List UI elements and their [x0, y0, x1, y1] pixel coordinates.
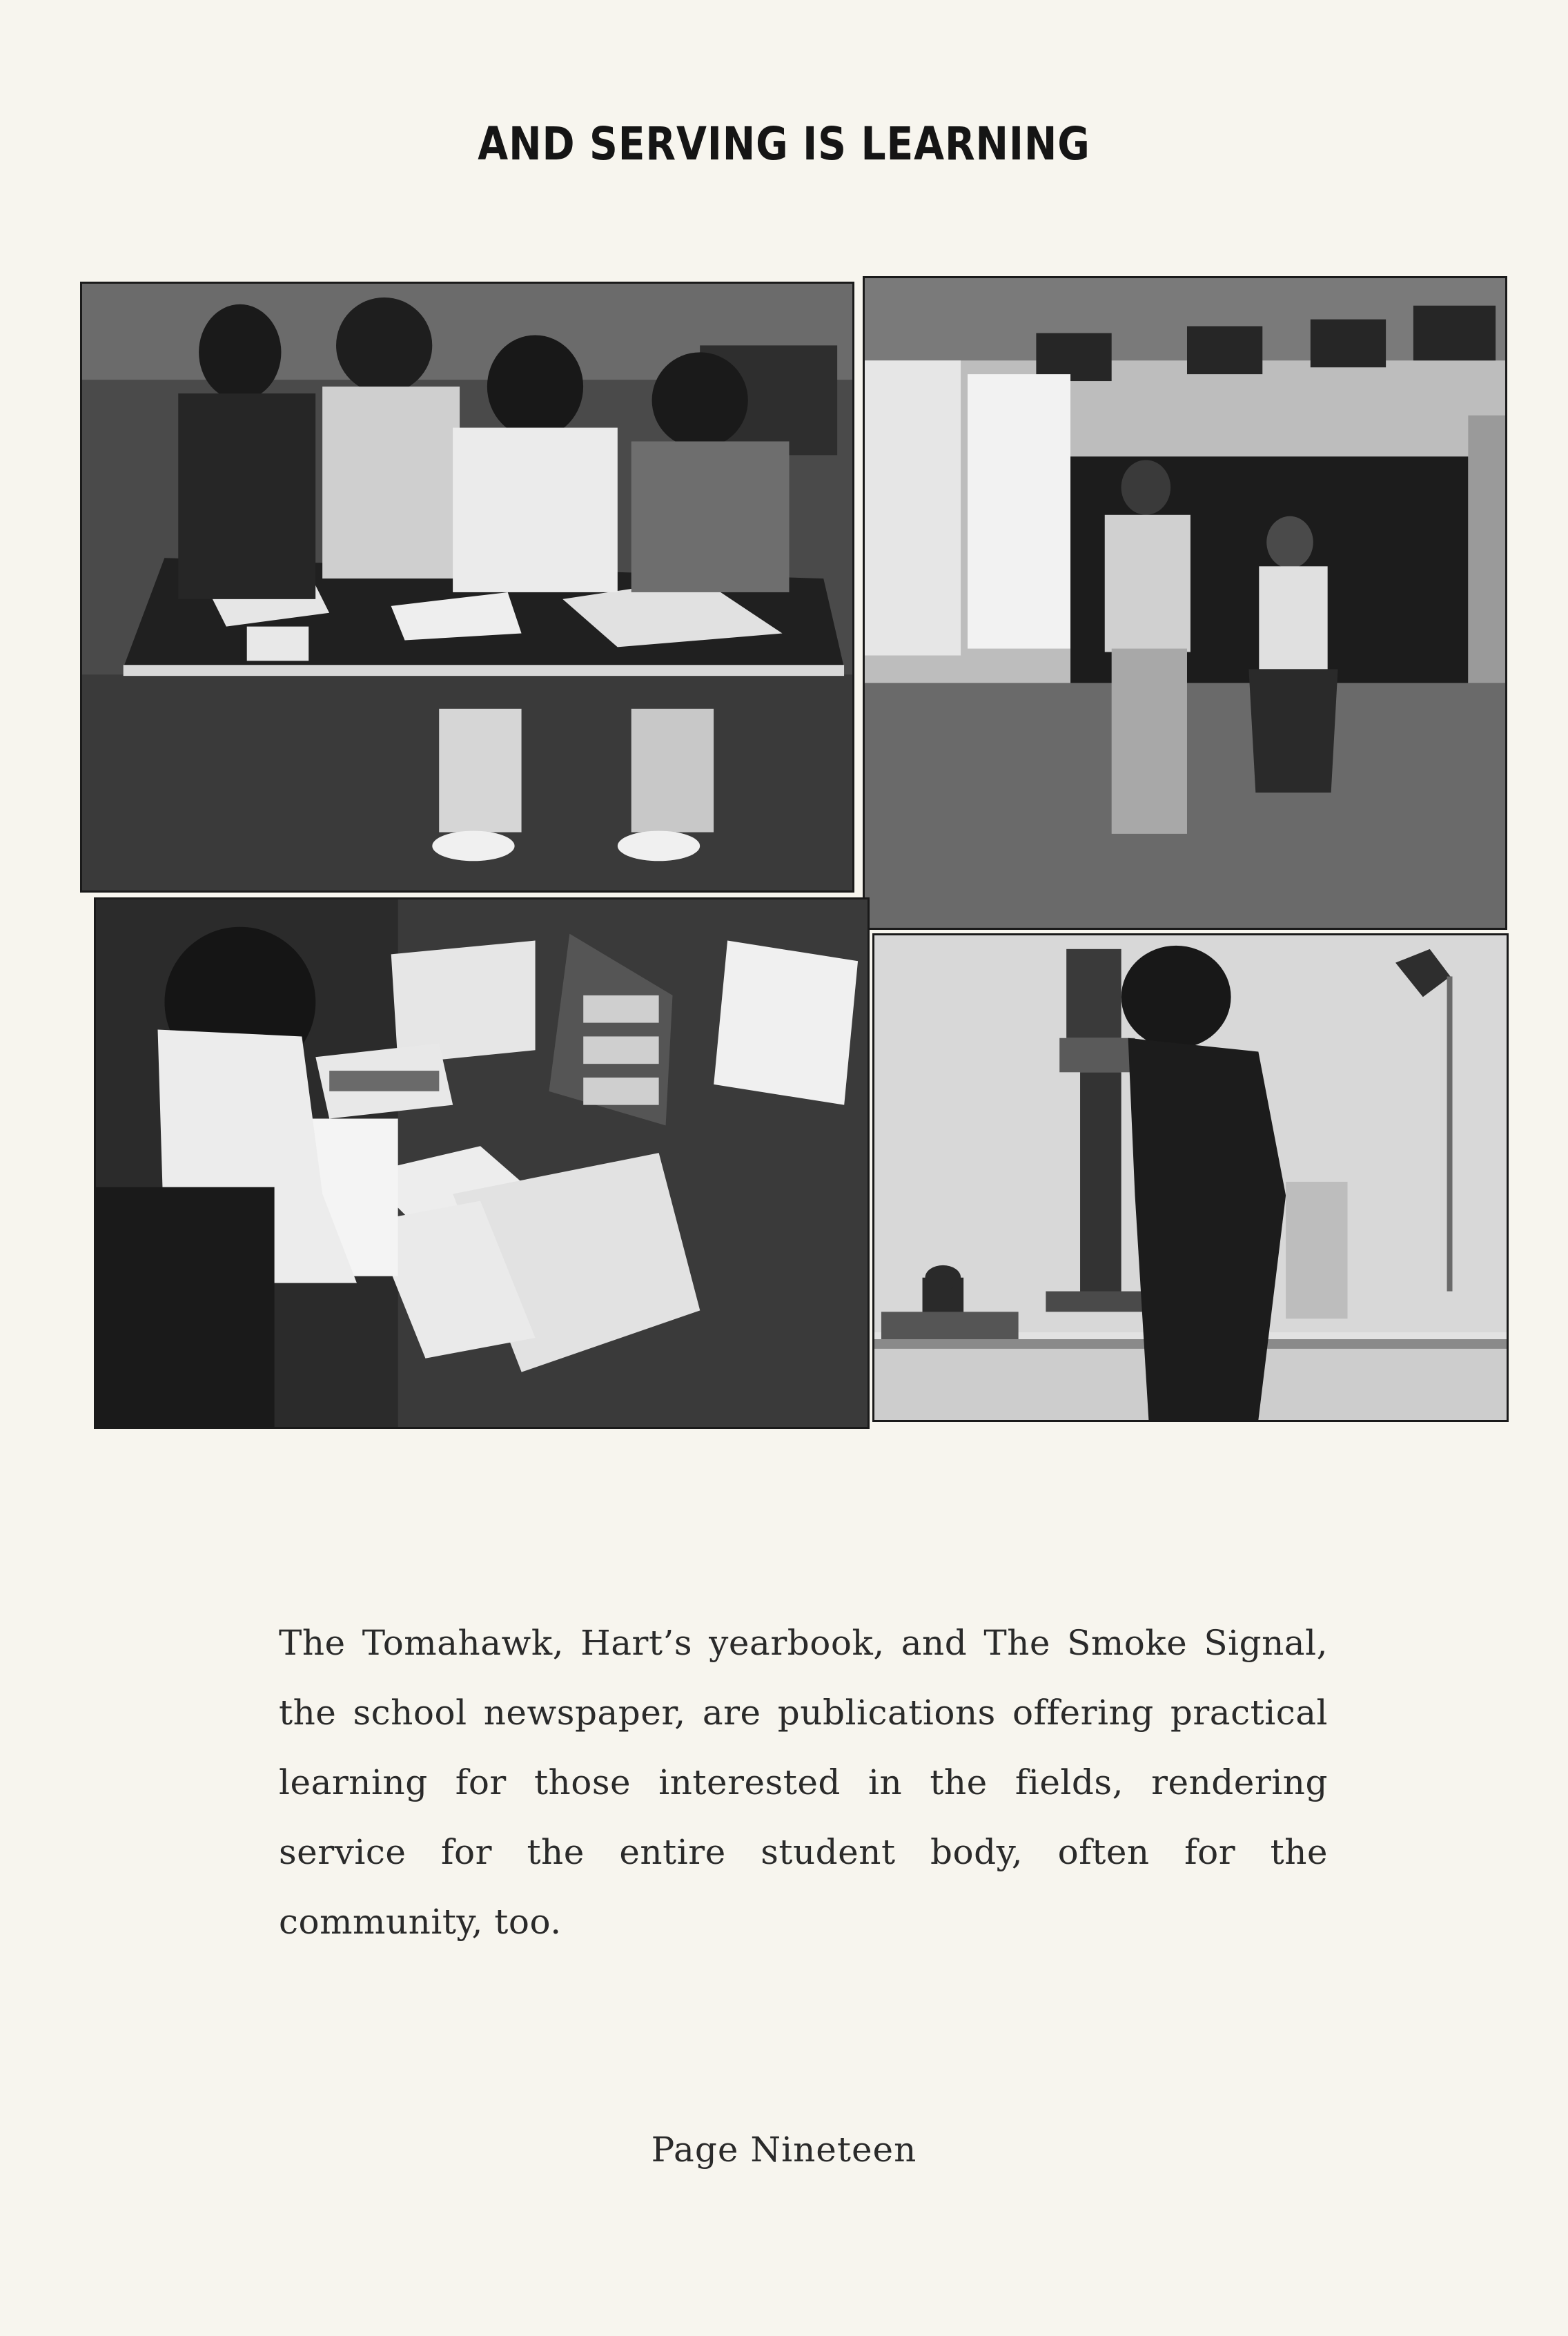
page-number: Page Nineteen: [651, 2130, 917, 2170]
page-title: AND SERVING IS LEARNING: [478, 117, 1090, 171]
photo-yearbook-layout: [94, 897, 870, 1429]
caption-paragraph: The Tomahawk, Hart’s yearbook, and The Smoke Signal, the school newspaper, are publications offering practical learning for those interested in the fields, rendering service for the entire student body, often for the community, too.: [279, 1623, 1328, 1942]
photo-hallway-conversation: [863, 276, 1507, 930]
photo-darkroom-enlarger: [872, 933, 1509, 1422]
photo-students-at-table: [80, 282, 854, 893]
